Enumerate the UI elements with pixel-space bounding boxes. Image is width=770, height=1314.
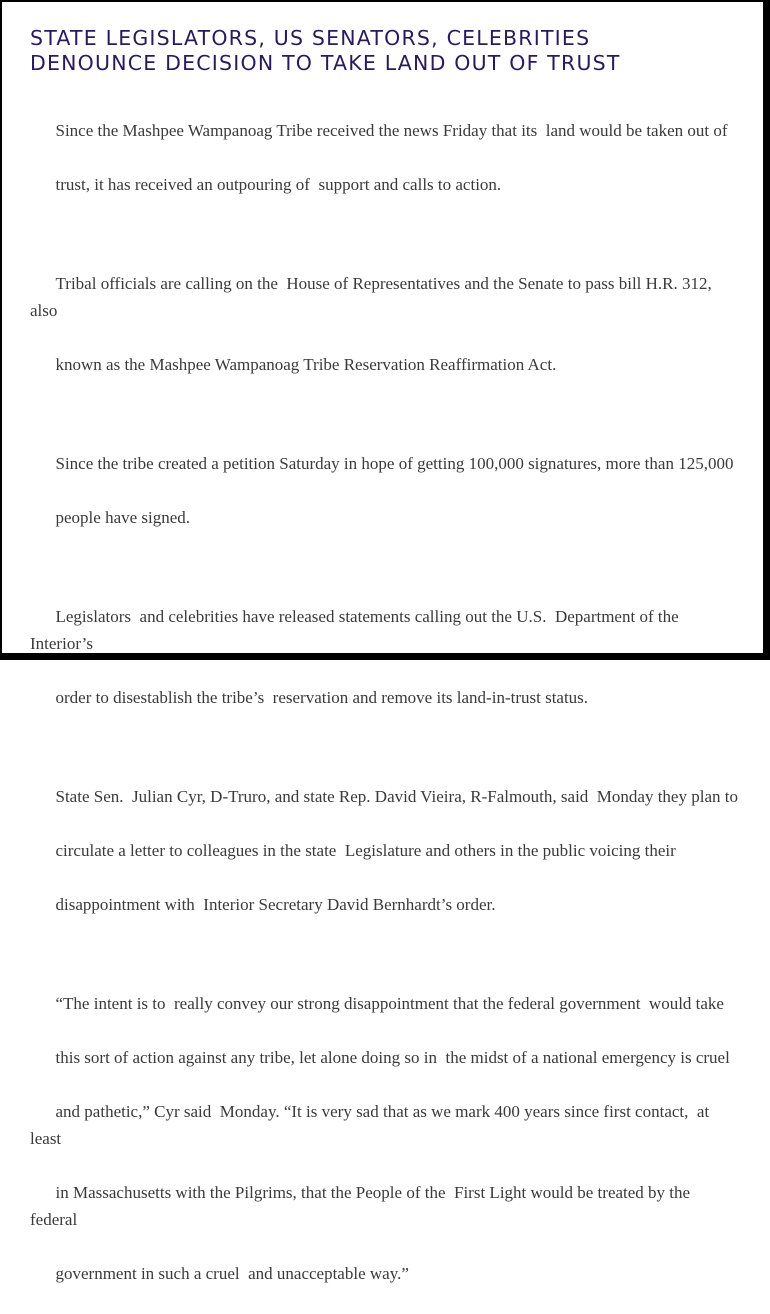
paragraph-line: known as the Mashpee Wampanoag Tribe Reservation Reaffirmation Act. <box>55 355 557 374</box>
paragraph-line: in Massachusetts with the Pilgrims, that the People of the First Light would be treated by the federal <box>30 1183 695 1229</box>
paragraph-line: Since the Mashpee Wampanoag Tribe received the news Friday that its land would be taken out of <box>55 121 728 140</box>
paragraph-5 <box>30 756 740 945</box>
headline-line: DENOUNCE DECISION TO TAKE LAND OUT OF TRUST <box>30 51 621 75</box>
paragraph-line: Since the tribe created a petition Saturday in hope of getting 100,000 signatures, more than 125,000 <box>55 454 734 473</box>
paragraph-line: Legislators and celebrities have released statements calling out the U.S. Department of the Interior’s <box>30 607 683 653</box>
paragraph-line: trust, it has received an outpouring of support and calls to action. <box>55 175 502 194</box>
paragraph-6 <box>30 963 740 1314</box>
paragraph-line: this sort of action against any tribe, let alone doing so in the midst of a national emergency is cruel <box>55 1048 730 1067</box>
paragraph-4 <box>30 576 740 738</box>
paragraph-line: State Sen. Julian Cyr, D-Truro, and state Rep. David Vieira, R-Falmouth, said Monday they plan to <box>55 787 738 806</box>
paragraph-line: people have signed. <box>55 508 191 527</box>
paragraph-1 <box>30 90 740 225</box>
paragraph-line: circulate a letter to colleagues in the state Legislature and others in the public voicing their <box>55 841 676 860</box>
headline-line: STATE LEGISLATORS, US SENATORS, CELEBRITIES <box>30 26 591 50</box>
paragraph-line: government in such a cruel and unacceptable way.” <box>55 1264 409 1283</box>
paragraph-line: order to disestablish the tribe’s reservation and remove its land-in-trust status. <box>55 688 589 707</box>
paragraph-3 <box>30 423 740 558</box>
paragraph-line: Tribal officials are calling on the House of Representatives and the Senate to pass bill H.R. 312, also <box>30 274 717 320</box>
paragraph-2 <box>30 243 740 405</box>
paragraph-line: and pathetic,” Cyr said Monday. “It is very sad that as we mark 400 years since first contact, at least <box>30 1102 714 1148</box>
article <box>30 26 740 1314</box>
paragraph-line: “The intent is to really convey our strong disappointment that the federal government would take <box>55 994 724 1013</box>
paragraph-line: disappointment with Interior Secretary David Bernhardt’s order. <box>55 895 496 914</box>
headline <box>30 26 740 76</box>
